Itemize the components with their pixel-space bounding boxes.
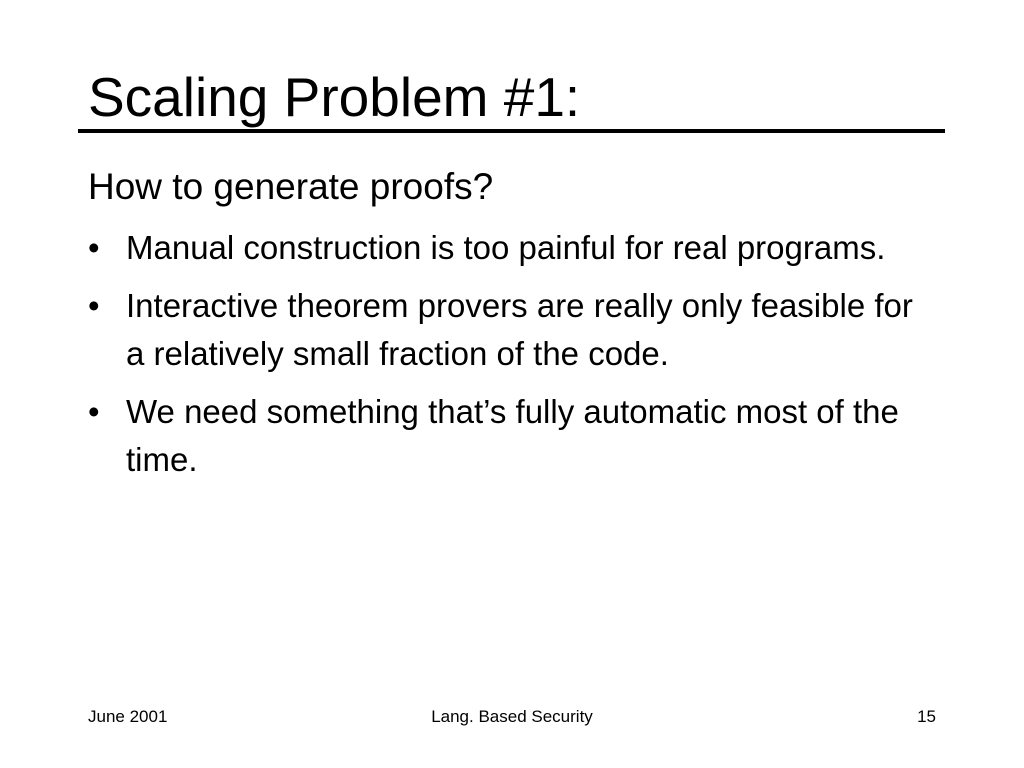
bullet-icon: • bbox=[88, 229, 100, 266]
footer-center-text: Lang. Based Security bbox=[431, 707, 593, 726]
bullet-item bbox=[88, 224, 928, 272]
bullet-item bbox=[88, 282, 928, 378]
bullet-text: Manual construction is too painful for real programs. bbox=[126, 229, 886, 266]
bullet-item bbox=[88, 388, 928, 484]
slide-title: Scaling Problem #1: bbox=[88, 66, 581, 128]
title-underline bbox=[78, 129, 945, 133]
bullet-icon: • bbox=[88, 287, 100, 324]
slide-subheading: How to generate proofs? bbox=[88, 166, 494, 207]
bullet-icon: • bbox=[88, 393, 100, 430]
footer-page-number: 15 bbox=[917, 707, 936, 726]
footer-date: June 2001 bbox=[88, 707, 168, 726]
bullet-text: Interactive theorem provers are really only feasible for a relatively small fraction of the code. bbox=[126, 287, 913, 372]
bullet-text: We need something that’s fully automatic most of the time. bbox=[126, 393, 899, 478]
bullet-list bbox=[88, 224, 928, 494]
